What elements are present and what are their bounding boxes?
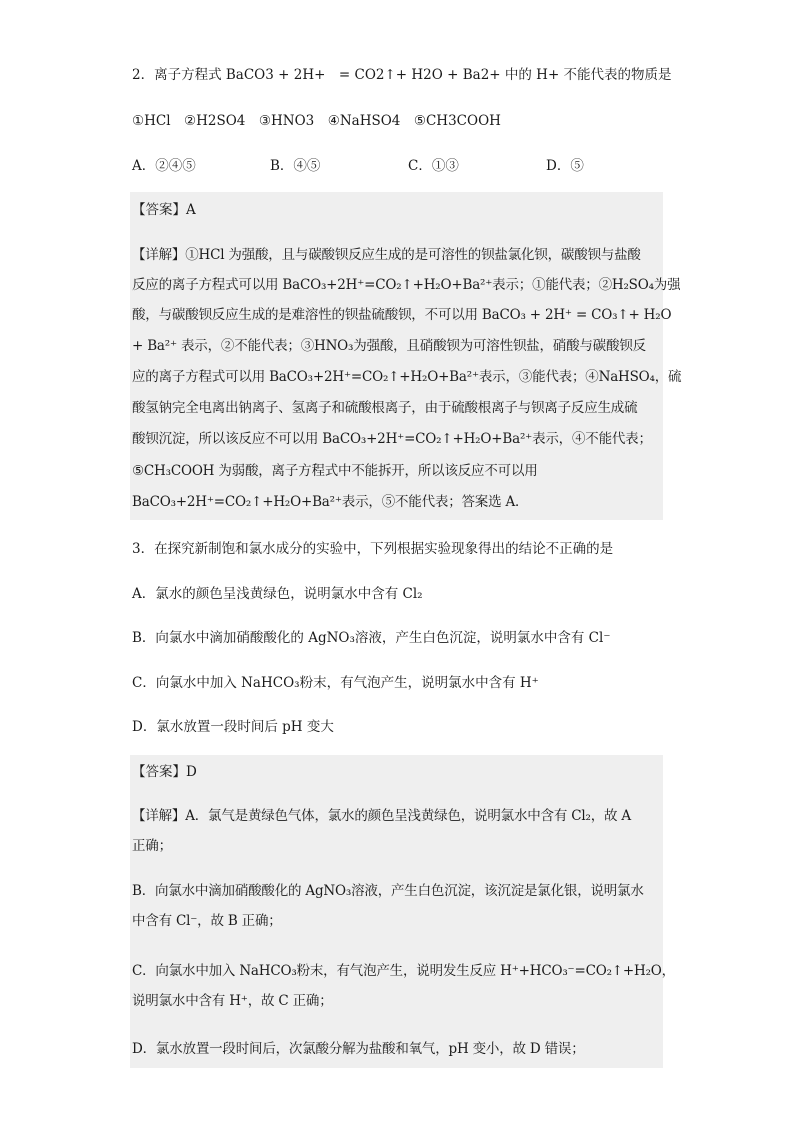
q3-detail-line: B．向氯水中滴加硝酸酸化的 AgNO₃溶液，产生白色沉淀，该沉淀是氯化银，说明氯水 — [132, 883, 644, 899]
q2-items: ①HCl ②H2SO4 ③HNO3 ④NaHSO4 ⑤CH3COOH — [132, 113, 501, 129]
q3-answer: 【答案】D — [132, 764, 197, 780]
q3-detail-line: 【详解】A．氯气是黄绿色气体，氯水的颜色呈浅黄绿色，说明氯水中含有 Cl₂，故 A — [132, 808, 631, 824]
q2-answer: 【答案】A — [132, 202, 196, 218]
q3-detail-line: D．氯水放置一段时间后，次氯酸分解为盐酸和氧气，pH 变小，故 D 错误； — [132, 1041, 585, 1057]
q3-detail-line: 正确； — [132, 838, 172, 854]
q2-stem: 2．离子方程式 BaCO3 + 2H+ = CO2↑+ H2O + Ba2+ 中的 H+ 不能代表的物质是 — [132, 67, 672, 83]
q3-option-a: A．氯水的颜色呈浅黄绿色，说明氯水中含有 Cl₂ — [132, 586, 423, 602]
q2-detail-line: 酸钡沉淀，所以该反应不可以用 BaCO₃+2H⁺=CO₂↑+H₂O+Ba²⁺表示，④不能代表； — [132, 431, 652, 447]
q2-detail-line: 酸，与碳酸钡反应生成的是难溶性的钡盐硫酸钡，不可以用 BaCO₃ + 2H⁺ = CO₃↑+ H₂O — [132, 307, 672, 323]
q3-option-d: D．氯水放置一段时间后 pH 变大 — [132, 719, 334, 735]
q3-option-c: C．向氯水中加入 NaHCO₃粉末，有气泡产生，说明氯水中含有 H⁺ — [132, 675, 539, 691]
q2-detail-line: 酸氢钠完全电离出钠离子、氢离子和硫酸根离子，由于硫酸根离子与钡离子反应生成硫 — [132, 400, 638, 416]
q3-detail-line: 说明氯水中含有 H⁺，故 C 正确； — [132, 993, 333, 1009]
q3-stem: 3．在探究新制饱和氯水成分的实验中，下列根据实验现象得出的结论不正确的是 — [132, 541, 614, 557]
q2-detail-line: 应的离子方程式可以用 BaCO₃+2H⁺=CO₂↑+H₂O+Ba²⁺表示，③能代表；④NaHSO₄，硫 — [132, 369, 682, 385]
q2-option-a: A．②④⑤ — [132, 158, 196, 174]
q2-option-b: B．④⑤ — [270, 158, 321, 174]
q2-options — [132, 157, 662, 175]
q3-detail-line: 中含有 Cl⁻，故 B 正确； — [132, 913, 282, 929]
q2-detail-line: ⑤CH₃COOH 为弱酸，离子方程式中不能拆开，所以该反应不可以用 — [132, 463, 538, 479]
q2-detail-line: 【详解】①HCl 为强酸，且与碳酸钡反应生成的是可溶性的钡盐氯化钡，碳酸钡与盐酸 — [132, 247, 641, 263]
q2-detail-line: + Ba²⁺ 表示，②不能代表；③HNO₃为强酸，且硝酸钡为可溶性钡盐，硝酸与碳酸钡反 — [132, 338, 646, 354]
q3-detail-line: C．向氯水中加入 NaHCO₃粉末，有气泡产生，说明发生反应 H⁺+HCO₃⁻=CO₂↑+H₂O， — [132, 963, 675, 979]
q3-option-b: B．向氯水中滴加硝酸酸化的 AgNO₃溶液，产生白色沉淀，说明氯水中含有 Cl⁻ — [132, 630, 611, 646]
q2-option-d: D．⑤ — [546, 158, 584, 174]
q2-detail-line: BaCO₃+2H⁺=CO₂↑+H₂O+Ba²⁺表示，⑤不能代表；答案选 A． — [132, 494, 529, 510]
q2-option-c: C．①③ — [408, 158, 459, 174]
q2-detail-line: 反应的离子方程式可以用 BaCO₃+2H⁺=CO₂↑+H₂O+Ba²⁺表示；①能代表；②H₂SO₄为强 — [132, 277, 681, 293]
